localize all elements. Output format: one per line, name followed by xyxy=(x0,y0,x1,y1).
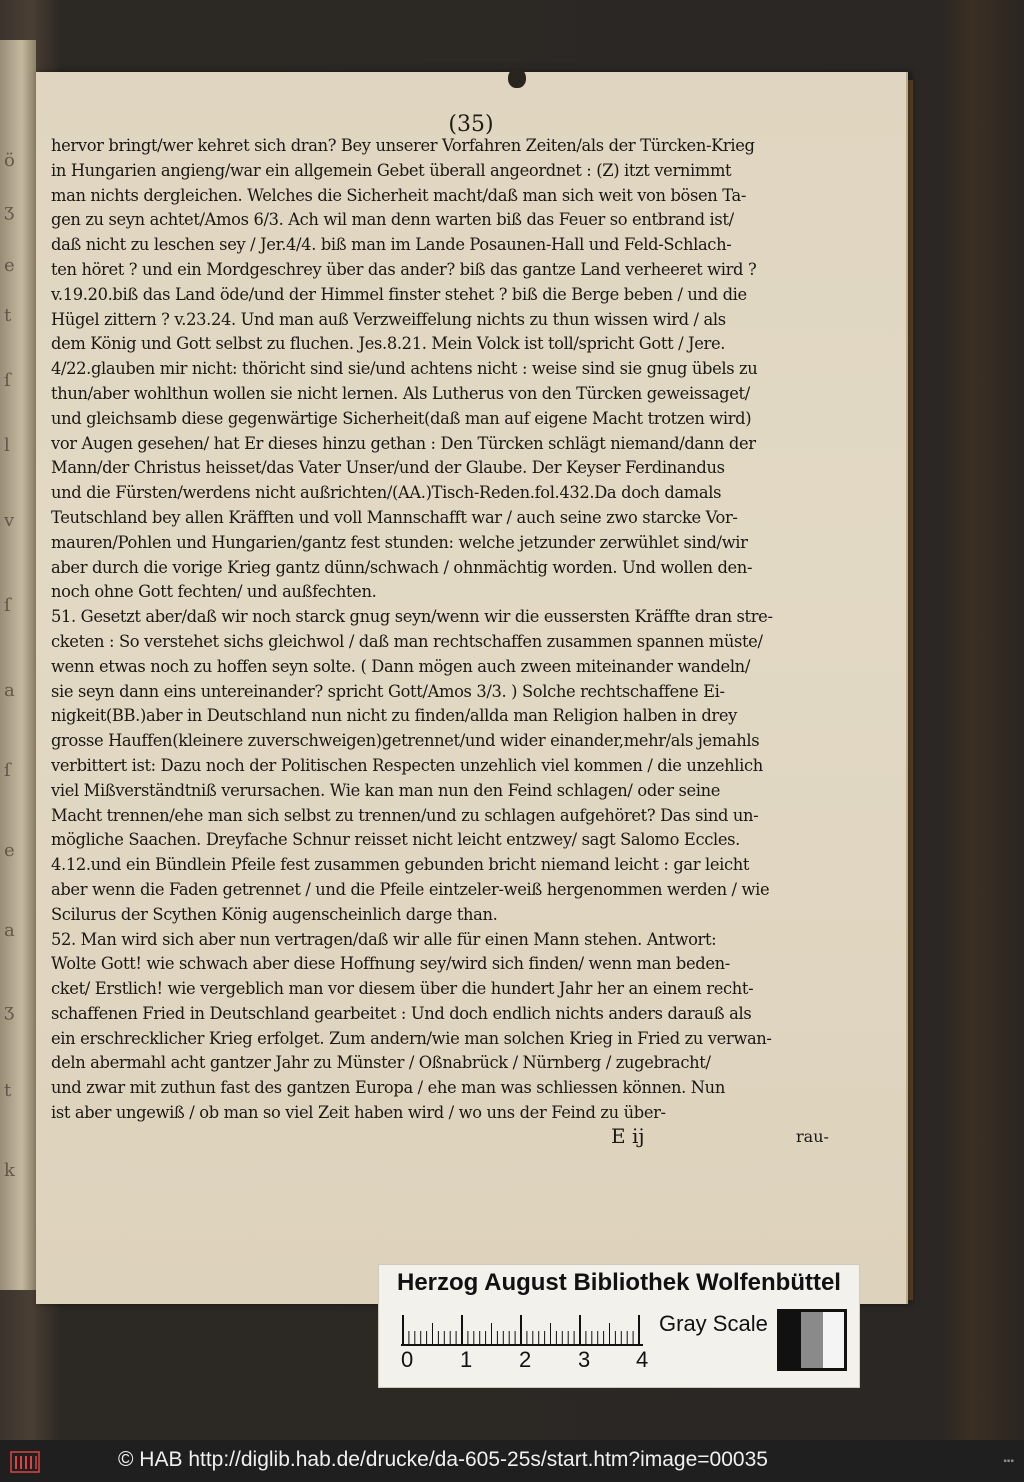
text-line: sie seyn dann eins untereinander? spricht Gott/Amos 3/3. ) Solche rechtschaffene Ei- xyxy=(51,681,725,701)
ruler-label: 4 xyxy=(636,1347,649,1372)
ruler-label: 2 xyxy=(519,1347,532,1372)
text-line: vor Augen gesehen/ hat Er dieses hinzu gethan : Den Türcken schlägt niemand/dann der xyxy=(51,433,756,453)
text-line: Wolte Gott! wie schwach aber diese Hoffnung sey/wird sich finden/ wenn man beden- xyxy=(51,954,730,974)
text-line: und gleichsamb diese gegenwärtige Sicherheit(daß man auf eigene Macht trotzen wird) xyxy=(51,408,752,428)
ruler-scale xyxy=(401,1313,651,1347)
text-line: gen zu seyn achtet/Amos 6/3. Ach wil man denn warten biß das Feuer so entbrand ist/ xyxy=(51,210,734,230)
text-line: mögliche Saachen. Dreyfache Schnur reisset nicht leicht entzwey/ sagt Salomo Eccles. xyxy=(51,830,740,850)
ruler-label: 3 xyxy=(578,1347,591,1372)
footer-bar xyxy=(0,1440,1024,1482)
gray-scale-swatches xyxy=(777,1309,847,1371)
pin-icon xyxy=(508,68,526,88)
text-line: mauren/Pohlen und Hungarien/gantz fest stunden: welche jetzunder zerwühlet sind/wir xyxy=(51,532,748,552)
text-line: Hügel zittern ? v.23.24. Und man auß Verzweiffelung nichts zu thun wissen wird / als xyxy=(51,309,726,329)
text-line: in Hungarien angieng/war ein allgemein Gebet überall angeordnet : (Z) itzt vernimmt xyxy=(51,160,732,180)
text-line: cket/ Erstlich! wie vergeblich man vor diesem über die hundert Jahr her an einem recht- xyxy=(51,979,754,999)
text-line: und die Fürsten/werdens nicht außrichten/(AA.)Tisch-Reden.fol.432.Da doch damals xyxy=(51,483,722,503)
text-line: Teutschland bey allen Kräfften und voll Mannschafft war / auch seine zwo starcke Vor- xyxy=(51,507,738,527)
copyright-link[interactable]: © HAB http://diglib.hab.de/drucke/da-605-25s/start.htm?image=00035 xyxy=(118,1448,768,1471)
text-line: ist aber ungewiß / ob man so viel Zeit haben wird / wo uns der Feind zu über- xyxy=(51,1103,666,1123)
library-name: Herzog August Bibliothek Wolfenbüttel xyxy=(397,1269,841,1296)
gray-swatch-black xyxy=(780,1312,801,1368)
text-line: nigkeit(BB.)aber in Deutschland nun nicht zu finden/allda man Religion halben in drey xyxy=(51,706,737,726)
text-line: schaffenen Fried in Deutschland gearbeitet : Und doch endlich nichts anders darauß als xyxy=(51,1003,752,1023)
hab-logo-icon[interactable] xyxy=(10,1448,40,1474)
gray-swatch-white xyxy=(823,1312,844,1368)
text-line: dem König und Gott selbst zu fluchen. Jes.8.21. Mein Volck ist toll/spricht Gott / Jere. xyxy=(51,334,726,354)
adjacent-page-edge: ö ʒ e t ſ l v ſ a ſ e a ʒ t k xyxy=(0,40,36,1290)
text-line: aber wenn die Faden getrennet / und die Pfeile eintzeler-weiß hergenommen werden / wie xyxy=(51,879,770,899)
text-line: hervor bringt/wer kehret sich dran? Bey unserer Vorfahren Zeiten/als der Türcken-Krieg xyxy=(51,136,755,155)
paragraph-52-start: 52. Man wird sich aber nun vertragen/daß wir alle für einen Mann stehen. Antwort: xyxy=(51,929,717,949)
text-line: 4/22.glauben mir nicht: thöricht sind sie/und achtens nicht : weise sind sie gnug übels zu xyxy=(51,359,758,379)
text-line: cketen : So verstehet sichs gleichwol / daß man rechtschaffen zusammen spannen müste/ xyxy=(51,631,763,651)
page-body xyxy=(51,134,827,1126)
document-page xyxy=(36,72,908,1304)
text-line: wenn etwas noch zu hoffen seyn solte. ( Dann mögen auch zween miteinander wandeln/ xyxy=(51,656,750,676)
color-calibration-card xyxy=(378,1264,860,1388)
text-line: noch ohne Gott fechten/ und außfechten. xyxy=(51,582,377,602)
text-line: Mann/der Christus heisset/das Vater Unser/und der Glaube. Der Keyser Ferdinandus xyxy=(51,458,725,478)
ruler-label: 0 xyxy=(401,1347,414,1372)
signature-mark: E ij xyxy=(611,1124,645,1148)
paragraph-51-start: 51. Gesetzt aber/daß wir noch starck gnug seyn/wenn wir die eussersten Kräffte dran stre- xyxy=(51,607,773,627)
text-line: Scilurus der Scythen König augenscheinlich darge than. xyxy=(51,904,498,924)
text-line: Macht trennen/ehe man sich selbst zu trennen/und zu schlagen aufgehöret? Das sind un- xyxy=(51,805,759,825)
ruler-label: 1 xyxy=(460,1347,473,1372)
text-line: verbittert ist: Dazu noch der Politischen Respecten unzehlich viel kommen / die unzehlich xyxy=(51,755,763,775)
text-line: ein erschrecklicher Krieg erfolget. Zum andern/wie man solchen Krieg in Fried zu verwan- xyxy=(51,1028,772,1048)
more-icon: ▪▪▪ xyxy=(1003,1456,1014,1467)
gray-scale-label: Gray Scale xyxy=(659,1311,768,1336)
gray-swatch-mid xyxy=(801,1312,822,1368)
text-line: ten höret ? und ein Mordgeschrey über das ander? biß das gantze Land verheeret wird ? xyxy=(51,259,757,279)
text-line: aber durch die vorige Krieg gantz dünn/schwach / ohnmächtig worden. Und wollen den- xyxy=(51,557,753,577)
text-line: man nichts dergleichen. Welches die Sicherheit macht/daß man sich weit von bösen Ta- xyxy=(51,185,746,205)
ruler-labels xyxy=(401,1347,661,1375)
text-line: 4.12.und ein Bündlein Pfeile fest zusammen gebunden bricht niemand leicht : gar leicht xyxy=(51,855,750,875)
text-line: grosse Hauffen(kleinere zuverschweigen)getrennet/und wider einander,mehr/als jemahls xyxy=(51,731,760,751)
page-number: (35) xyxy=(448,112,494,137)
text-line: deln abermahl acht gantzer Jahr zu Münster / Oßnabrück / Nürnberg / zugebracht/ xyxy=(51,1053,711,1073)
text-line: viel Mißverständtniß verursachen. Wie kan man nun den Feind schlagen/ oder seine xyxy=(51,780,721,800)
text-line: v.19.20.biß das Land öde/und der Himmel finster stehet ? biß die Berge beben / und die xyxy=(51,284,747,304)
text-line: und zwar mit zuthun fast des gantzen Europa / ehe man was schliessen können. Nun xyxy=(51,1078,725,1098)
text-line: thun/aber wohlthun wollen sie nicht lernen. Als Lutherus von den Türcken geweissaget/ xyxy=(51,383,750,403)
text-line: daß nicht zu leschen sey / Jer.4/4. biß man im Lande Posaunen-Hall und Feld-Schlach- xyxy=(51,235,732,255)
catchword: rau- xyxy=(796,1127,829,1146)
